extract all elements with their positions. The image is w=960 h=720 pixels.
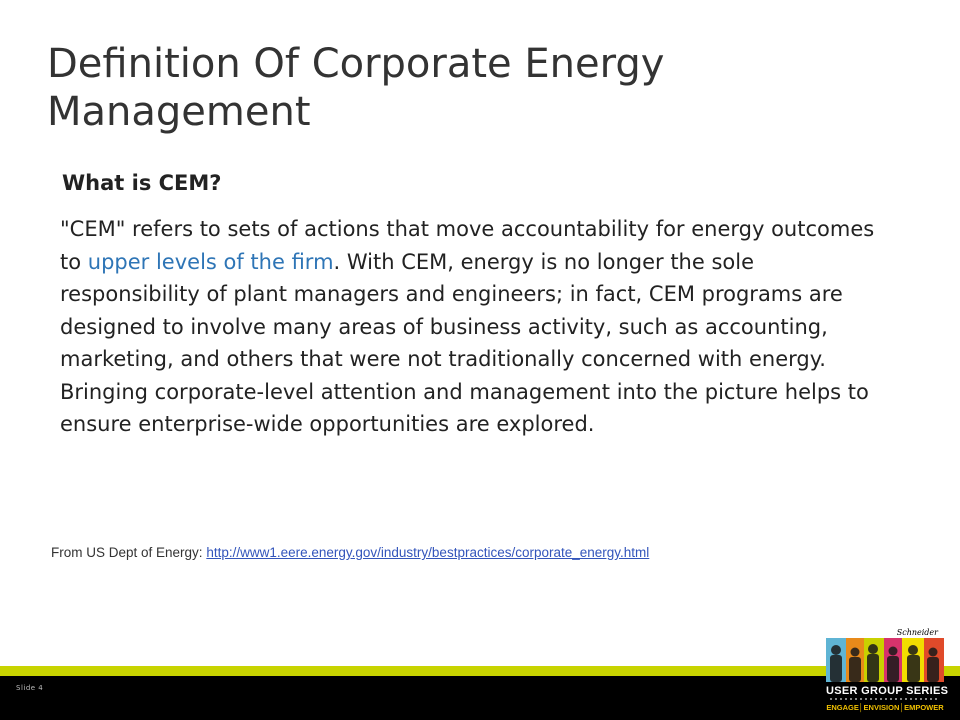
highlighted-phrase: upper levels of the firm (87, 249, 334, 274)
footer-bar (0, 676, 960, 720)
slide-title: Definition Of Corporate Energy Management (47, 41, 665, 135)
user-group-series-logo (826, 628, 949, 714)
body-text-part-2: . With CEM, energy is no longer the sole responsibility of plant managers and engineers; in fact, CEM programs are designed to involve many areas of business activity, such as accounting, marketing, and others that were not traditionally concerned with energy. Bringing corporate-level attention and management into the picture helps to ensure enterprise-wide opportunities are explored. (60, 249, 869, 436)
footer-accent-line (0, 666, 960, 676)
logo-people-image (826, 638, 944, 682)
slide-number: Slide 4 (16, 684, 44, 692)
body-paragraph (60, 213, 900, 441)
people-silhouettes-icon (826, 638, 944, 682)
source-prefix: From US Dept of Energy: (51, 545, 207, 560)
logo-brand-mark: Schneider (896, 628, 938, 637)
logo-divider (830, 698, 940, 700)
body-text-part-1: "CEM" refers to sets of actions that move accountability for energy outcomes to (60, 217, 875, 274)
logo-tagline: ENGAGE│ENVISION│EMPOWER (826, 703, 944, 712)
logo-title: USER GROUP SERIES (826, 682, 944, 700)
source-link[interactable]: http://www1.eere.energy.gov/industry/bestpractices/corporate_energy.html (206, 545, 650, 560)
source-citation (51, 545, 649, 560)
subheading: What is CEM? (62, 171, 222, 195)
